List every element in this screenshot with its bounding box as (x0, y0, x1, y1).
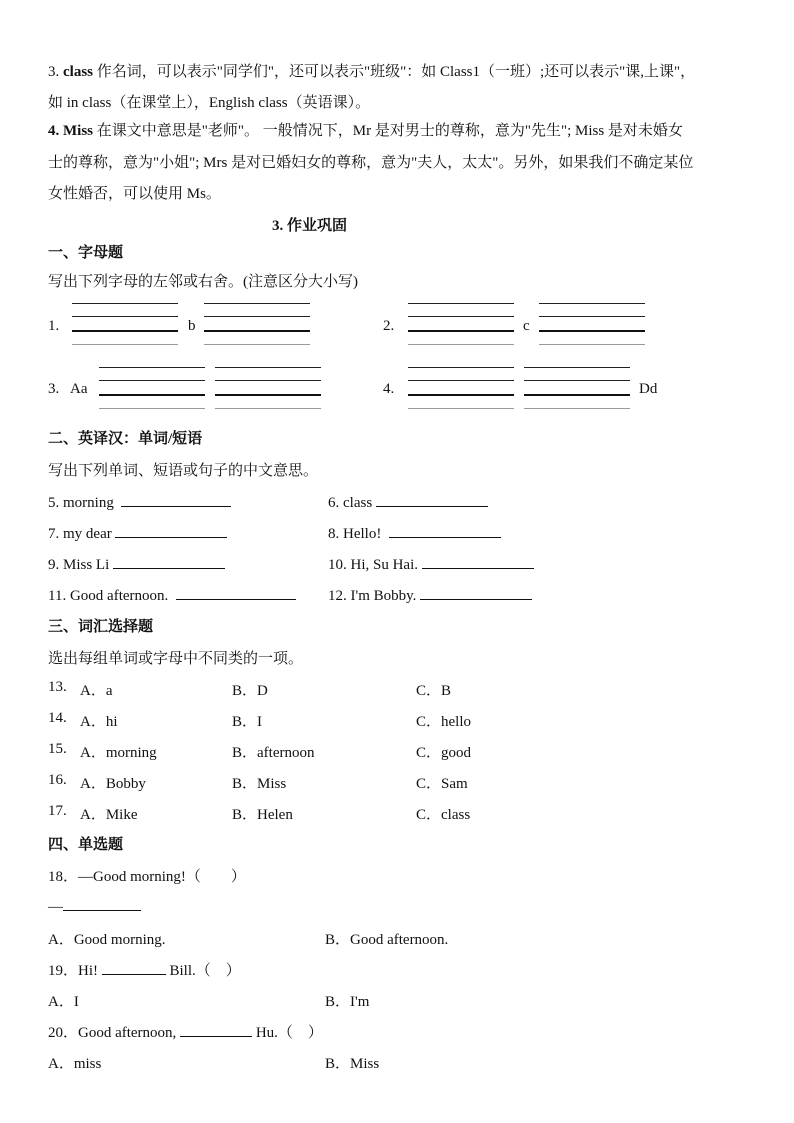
note-3-number: 3. (48, 64, 60, 80)
q3-letter: Aa (70, 381, 88, 397)
q8: 8. Hello! (328, 523, 501, 543)
q2-letter: c (523, 318, 530, 334)
q9: 9. Miss Li (48, 554, 225, 574)
part3-heading: 三、词汇选择题 (48, 619, 154, 635)
q11-answer-blank[interactable] (176, 585, 296, 600)
part2-instruction: 写出下列单词、短语或句子的中文意思。 (48, 463, 319, 479)
q13-number: 13. (48, 679, 67, 695)
part2-heading: 二、英译汉：单词/短语 (48, 431, 203, 447)
q11: 11. Good afternoon. (48, 585, 296, 605)
q15-option-c[interactable]: C．good (416, 745, 472, 761)
q14-option-c[interactable]: C．hello (416, 714, 471, 730)
q15-option-b[interactable]: B．afternoon (232, 745, 315, 761)
q18-answer-blank[interactable] (63, 896, 141, 911)
part1-heading: 一、字母题 (48, 245, 124, 261)
q15-option-a[interactable]: A．morning (80, 745, 157, 761)
q6-answer-blank[interactable] (376, 492, 488, 507)
q12: 12. I'm Bobby. (328, 585, 532, 605)
q18-option-a[interactable]: A．Good morning. (48, 932, 166, 948)
q14-number: 14. (48, 710, 67, 726)
q12-answer-blank[interactable] (420, 585, 532, 600)
q8-answer-blank[interactable] (389, 523, 501, 538)
q17-option-c[interactable]: C．class (416, 807, 471, 823)
q16-option-c[interactable]: C．Sam (416, 776, 468, 792)
q19-option-b[interactable]: B．I'm (325, 994, 370, 1010)
note-4-line3: 女性婚否，可以使用 Ms。 (48, 186, 221, 202)
q16-option-a[interactable]: A．Bobby (80, 776, 146, 792)
q20-stem: 20．Good afternoon, Hu.（ ） (48, 1021, 323, 1042)
q5: 5. morning (48, 492, 231, 512)
q18-reply: — (48, 896, 141, 916)
q7-answer-blank[interactable] (115, 523, 227, 538)
q1-number: 1. (48, 318, 60, 334)
note-3-line2: 如 in class（在课堂上），English class（英语课）。 (48, 95, 371, 111)
q13-option-c[interactable]: C．B (416, 683, 452, 699)
part3-instruction: 选出每组单词或字母中不同类的一项。 (48, 651, 304, 667)
q9-answer-blank[interactable] (113, 554, 225, 569)
part4-heading: 四、单选题 (48, 837, 124, 853)
q7: 7. my dear (48, 523, 227, 543)
q16-option-b[interactable]: B．Miss (232, 776, 287, 792)
note-4-line1 (48, 119, 683, 140)
q4-letter: Dd (639, 381, 658, 397)
q20-option-a[interactable]: A．miss (48, 1056, 102, 1072)
q4-number: 4. (383, 381, 395, 397)
note-3-line1 (48, 60, 695, 81)
q6: 6. class (328, 492, 488, 512)
q5-answer-blank[interactable] (121, 492, 231, 507)
part1-instruction: 写出下列字母的左邻或右舍。(注意区分大小写) (48, 274, 358, 290)
section-title: 3. 作业巩固 (272, 218, 348, 234)
q14-option-a[interactable]: A．hi (80, 714, 118, 730)
q19-answer-blank[interactable] (102, 960, 166, 975)
q1-letter: b (188, 318, 196, 334)
q17-number: 17. (48, 803, 67, 819)
q16-number: 16. (48, 772, 67, 788)
q20-answer-blank[interactable] (180, 1022, 252, 1037)
note-4-line2: 士的尊称，意为"小姐"; Mrs 是对已婚妇女的尊称，意为"夫人，太太"。另外，如果我们不确定某位 (48, 155, 694, 171)
q17-option-a[interactable]: A．Mike (80, 807, 138, 823)
q18-stem: 18．—Good morning!（ ） (48, 869, 246, 885)
q10: 10. Hi, Su Hai. (328, 554, 534, 574)
q13-option-b[interactable]: B．D (232, 683, 268, 699)
q3-number: 3. (48, 381, 60, 397)
q14-option-b[interactable]: B．I (232, 714, 263, 730)
q19-option-a[interactable]: A．I (48, 994, 79, 1010)
q19-stem: 19．Hi! Bill.（ ） (48, 959, 241, 980)
note-4-keyword: 4. Miss (48, 123, 93, 139)
q20-option-b[interactable]: B．Miss (325, 1056, 380, 1072)
q17-option-b[interactable]: B．Helen (232, 807, 293, 823)
q13-option-a[interactable]: A．a (80, 683, 113, 699)
q10-answer-blank[interactable] (422, 554, 534, 569)
note-3-keyword: class (63, 64, 93, 80)
q2-number: 2. (383, 318, 395, 334)
q15-number: 15. (48, 741, 67, 757)
q18-option-b[interactable]: B．Good afternoon. (325, 932, 449, 948)
note-3-text: 作名词，可以表示"同学们"，还可以表示"班级"：如 Class1（一班）;还可以表示"课,上课"， (93, 64, 696, 80)
note-4-text: 在课文中意思是"老师"。 一般情况下，Mr 是对男士的尊称，意为"先生"; Miss 是对未婚女 (93, 123, 683, 139)
